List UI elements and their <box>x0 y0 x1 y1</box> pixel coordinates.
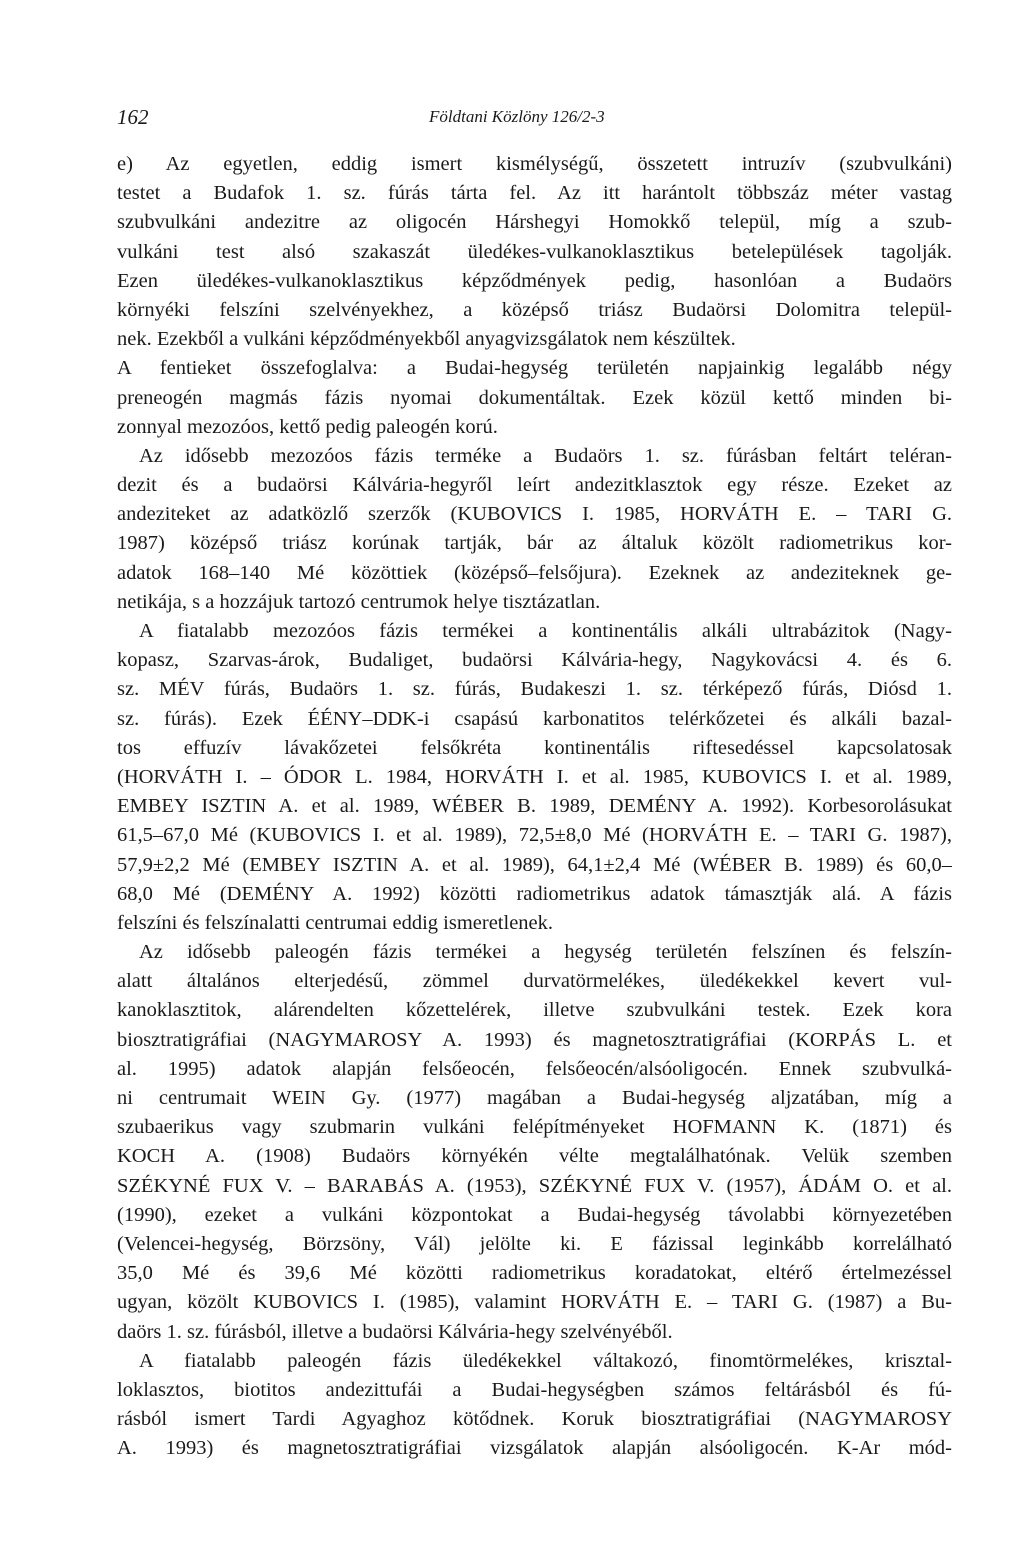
text-line: sz. MÉV fúrás, Budaörs 1. sz. fúrás, Budakeszi 1. sz. térképező fúrás, Diósd 1. <box>117 678 952 701</box>
body-text <box>117 150 952 1463</box>
page-header <box>117 102 952 132</box>
text-line: 57,9±2,2 Mé (EMBEY ISZTIN A. et al. 1989), 64,1±2,4 Mé (WÉBER B. 1989) és 60,0– <box>117 853 952 876</box>
text-line: daörs 1. sz. fúrásból, illetve a budaörsi Kálvária-hegy szelvényéből. <box>117 1320 673 1343</box>
text-line: A fiatalabb paleogén fázis üledékekkel váltakozó, finomtörmelékes, krisztal- <box>139 1349 952 1372</box>
text-line: 68,0 Mé (DEMÉNY A. 1992) közötti radiometrikus adatok támasztják alá. A fázis <box>117 882 952 905</box>
text-line: ugyan, közölt KUBOVICS I. (1985), valamint HORVÁTH E. – TARI G. (1987) a Bu- <box>117 1291 952 1314</box>
text-line: kanoklasztitok, alárendelten kőzettelérek, illetve szubvulkáni testek. Ezek kora <box>117 999 952 1022</box>
text-line: adatok 168–140 Mé közöttiek (középső–felsőjura). Ezeknek az andeziteknek ge- <box>117 561 952 584</box>
text-line: A. 1993) és magnetosztratigráfiai vizsgálatok alapján alsóoligocén. K-Ar mód- <box>117 1437 952 1460</box>
text-line: A fiatalabb mezozóos fázis termékei a kontinentális alkáli ultrabázitok (Nagy- <box>139 620 952 642</box>
text-line: al. 1995) adatok alapján felsőeocén, felsőeocén/alsóoligocén. Ennek szubvulká- <box>117 1057 952 1080</box>
text-line: (HORVÁTH I. – ÓDOR L. 1984, HORVÁTH I. et al. 1985, KUBOVICS I. et al. 1989, <box>117 765 952 788</box>
text-line: andeziteket az adatközlő szerzők (KUBOVICS I. 1985, HORVÁTH E. – TARI G. <box>117 503 952 526</box>
text-line: szubaerikus vagy szubmarin vulkáni felépítményeket HOFMANN K. (1871) és <box>117 1116 952 1139</box>
text-line: környéki felszíni szelvényekhez, a középső triász Budaörsi Dolomitra települ- <box>117 298 952 321</box>
text-line: KOCH A. (1908) Budaörs környékén vélte megtalálhatónak. Velük szemben <box>117 1145 952 1168</box>
text-line: loklasztos, biotitos andezittufái a Budai-hegységben számos feltárásból és fú- <box>117 1378 952 1401</box>
text-line: ni centrumait WEIN Gy. (1977) magában a Budai-hegység aljzatában, míg a <box>117 1087 952 1109</box>
text-line: EMBEY ISZTIN A. et al. 1989, WÉBER B. 1989, DEMÉNY A. 1992). Korbesorolásukat <box>117 795 952 818</box>
text-line: (Velencei-hegység, Börzsöny, Vál) jelölte ki. E fázissal leginkább korrelálható <box>117 1232 952 1255</box>
text-line: nek. Ezekből a vulkáni képződményekből anyagvizsgálatok nem készültek. <box>117 328 736 351</box>
text-line: alatt általános elterjedésű, zömmel durvatörmelékes, üledékekkel kevert vul- <box>117 970 952 993</box>
text-line: sz. fúrás). Ezek ÉÉNY–DDK-i csapású karbonatitos telérkőzetei és alkáli bazal- <box>117 707 952 730</box>
text-line: 61,5–67,0 Mé (KUBOVICS I. et al. 1989), 72,5±8,0 Mé (HORVÁTH E. – TARI G. 1987), <box>117 824 952 847</box>
text-line: SZÉKYNÉ FUX V. – BARABÁS A. (1953), SZÉKYNÉ FUX V. (1957), ÁDÁM O. et al. <box>117 1174 952 1197</box>
text-line: tos effuzív lávakőzetei felsőkréta kontinentális riftesedéssel kapcsolatosak <box>117 736 952 759</box>
page-number: 162 <box>117 105 149 129</box>
text-line: rásból ismert Tardi Agyaghoz kötődnek. Koruk biosztratigráfiai (NAGYMAROSY <box>117 1408 952 1431</box>
text-line: e) Az egyetlen, eddig ismert kismélységű, összetett intruzív (szubvulkáni) <box>117 153 952 175</box>
text-line: 1987) középső triász korúnak tartják, bár az általuk közölt radiometrikus kor- <box>117 532 952 555</box>
text-line: Az idősebb mezozóos fázis terméke a Budaörs 1. sz. fúrásban feltárt teléran- <box>139 444 952 467</box>
text-line: Az idősebb paleogén fázis termékei a hegység területén felszínen és felszín- <box>139 941 952 964</box>
running-title: Földtani Közlöny 126/2-3 <box>429 107 605 126</box>
text-line: felszíni és felszínalatti centrumai eddig ismeretlenek. <box>117 911 554 934</box>
text-line: zonnyal mezozóos, kettő pedig paleogén korú. <box>117 415 498 438</box>
text-line: 35,0 Mé és 39,6 Mé közötti radiometrikus koradatokat, eltérő értelmezéssel <box>117 1262 952 1285</box>
text-line: A fentieket összefoglalva: a Budai-hegység területén napjainkig legalább négy <box>117 357 952 380</box>
text-line: szubvulkáni andezitre az oligocén Hárshegyi Homokkő települ, míg a szub- <box>117 211 952 234</box>
text-line: Ezen üledékes-vulkanoklasztikus képződmények pedig, hasonlóan a Budaörs <box>117 269 952 292</box>
text-line: biosztratigráfiai (NAGYMAROSY A. 1993) és magnetosztratigráfiai (KORPÁS L. et <box>117 1028 952 1051</box>
text-line: vulkáni test alsó szakaszát üledékes-vulkanoklasztikus betelepülések tagolják. <box>117 240 952 263</box>
text-line: kopasz, Szarvas-árok, Budaliget, budaörsi Kálvária-hegy, Nagykovácsi 4. és 6. <box>117 649 952 672</box>
text-line: testet a Budafok 1. sz. fúrás tárta fel. Az itt harántolt többszáz méter vastag <box>117 182 952 205</box>
text-line: (1990), ezeket a vulkáni központokat a Budai-hegység távolabbi környezetében <box>117 1203 952 1226</box>
text-line: netikája, s a hozzájuk tartozó centrumok helye tisztázatlan. <box>117 590 601 613</box>
text-line: preneogén magmás fázis nyomai dokumentáltak. Ezek közül kettő minden bi- <box>117 386 952 409</box>
text-line: dezit és a budaörsi Kálvária-hegyről leírt andezitklasztok egy része. Ezeket az <box>117 474 952 497</box>
